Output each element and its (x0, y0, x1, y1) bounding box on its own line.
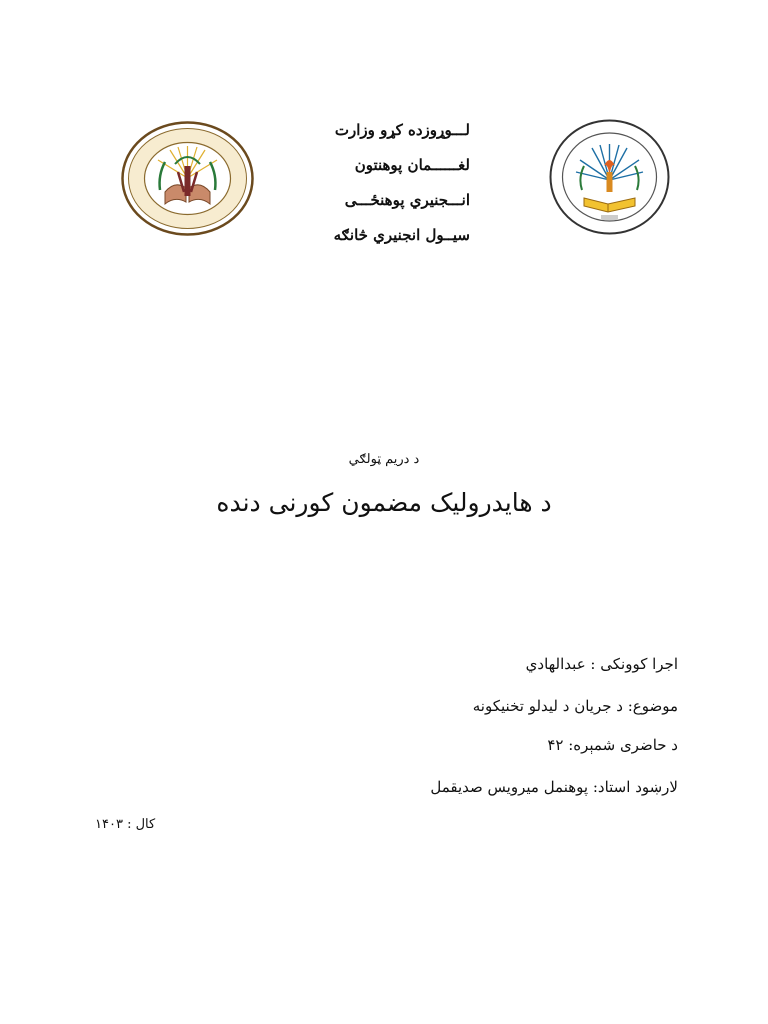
university-line: لغــــــمان پوهنتون (354, 156, 470, 174)
faculty-line: انـــجنيري پوهنځـــی (344, 191, 470, 209)
attendance-line: د حاضری شمېره: ۴۲ (547, 736, 678, 754)
page-title: د هايدروليک مضمون کورنی دنده (216, 488, 552, 517)
laghman-university-seal-icon (120, 120, 255, 237)
ministry-line: لـــوړوزده کړو وزارت (334, 121, 470, 139)
header-block (300, 118, 470, 258)
presenter-line: اجرا کوونکی : عبدالهادي (525, 655, 678, 673)
instructor-line: لارښود استاد: پوهنمل میرویس صدیقمل (430, 778, 678, 796)
ministry-of-higher-education-seal-icon (548, 118, 671, 236)
topic-line: موضوع: د جریان د لیدلو تخنیکونه (472, 697, 678, 715)
year-label: کال : ۱۴۰۳ (95, 817, 156, 832)
class-subtitle: د دریم ټولګي (348, 452, 420, 467)
department-line: سیــول انجنیري څانګه (333, 226, 470, 244)
